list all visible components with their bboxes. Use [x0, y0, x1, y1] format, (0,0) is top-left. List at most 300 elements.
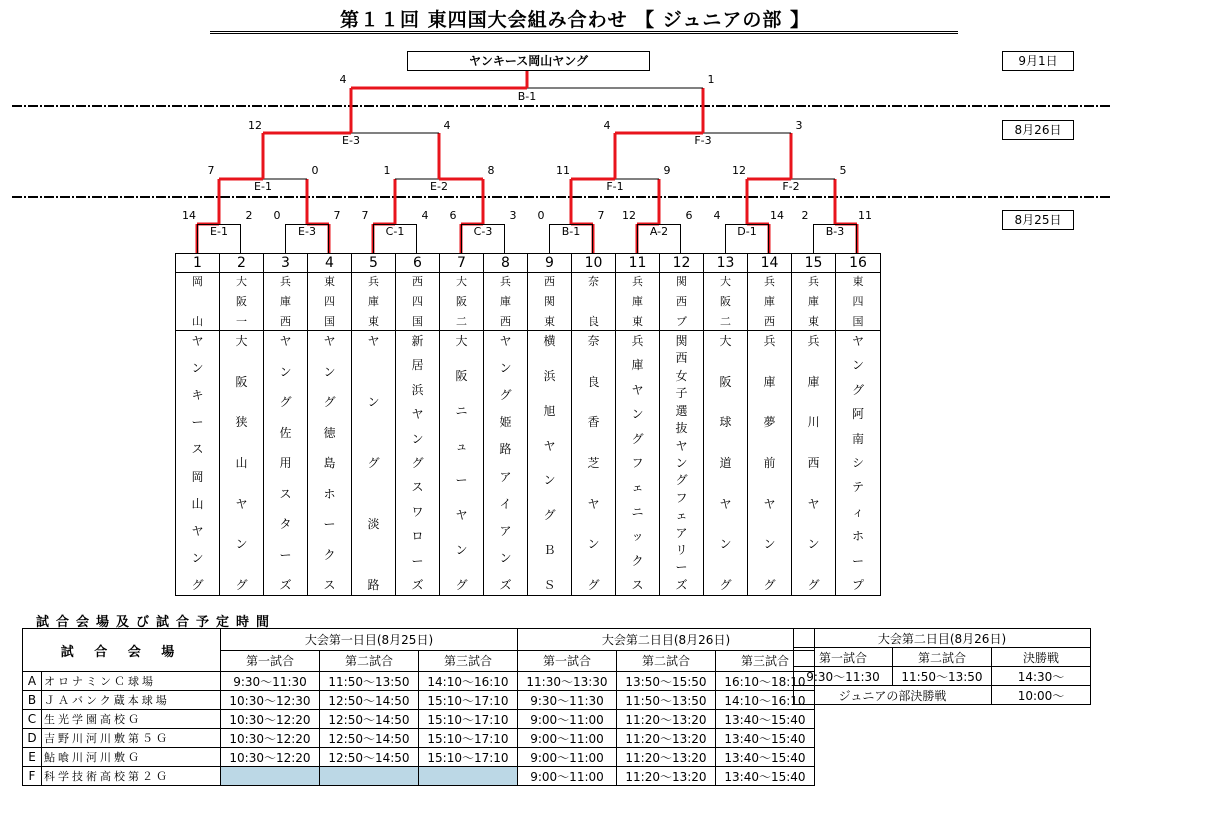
team-name-char: 南 [851, 431, 864, 446]
team-region-char: 庫 [500, 295, 511, 308]
time-slot: 10:30～12:20 [221, 729, 320, 748]
time-slot: 11:20～13:20 [617, 767, 716, 786]
team-name-char: ヤ [367, 334, 380, 348]
team-name-char: シ [851, 455, 864, 470]
team-name-char: 良 [587, 374, 600, 389]
team-name-char: グ [763, 577, 776, 592]
team-region-char: 西 [412, 275, 423, 288]
team-region [748, 273, 791, 331]
team-region-char: 兵 [632, 275, 643, 288]
team-name-char: ッ [631, 529, 644, 544]
team-name-char: 香 [587, 415, 600, 430]
team-name-char: 庫 [763, 374, 776, 389]
team-name-char: ヤ [235, 496, 248, 511]
team-region-char: 二 [720, 315, 731, 328]
team-column [660, 254, 704, 595]
team-name-char: ス [279, 486, 292, 501]
score-right: 7 [597, 209, 605, 222]
team-name-char: ン [191, 550, 204, 565]
team-name-char: 抜 [675, 421, 688, 436]
team-name-char: グ [543, 508, 556, 523]
team-region-char: 東 [368, 315, 379, 328]
team-name-char: 大 [235, 334, 248, 348]
team-name [572, 331, 615, 594]
day3-final-time: 10:00～ [992, 686, 1091, 705]
team-name-char: 選 [675, 403, 688, 418]
team-name-char: ン [455, 543, 468, 558]
time-slot: 15:10～17:10 [419, 691, 518, 710]
team-column [484, 254, 528, 595]
team-name-char: ヤ [719, 496, 732, 511]
team-name-char: 兵 [631, 334, 644, 348]
day-header-1: 大会第一日目(8月25日) [221, 629, 518, 651]
team-columns [175, 253, 881, 596]
team-region-char: 良 [588, 315, 599, 328]
date-day2: 8月26日 [1002, 120, 1074, 140]
game-header: 第二試合 [617, 650, 716, 672]
team-name-char: ェ [675, 508, 688, 523]
team-name-char: フ [631, 455, 644, 470]
time-slot: 11:20～13:20 [617, 729, 716, 748]
team-name-char: グ [719, 577, 732, 592]
team-name-char: 川 [807, 415, 820, 430]
game-header: 第一試合 [518, 650, 617, 672]
team-name-char: ー [455, 473, 468, 488]
team-region [396, 273, 439, 331]
team-region-char: 庫 [764, 295, 775, 308]
team-column [352, 254, 396, 595]
venue-row [23, 748, 815, 767]
team-name-char: ン [851, 358, 864, 373]
time-slot: 12:50～14:50 [320, 748, 419, 767]
team-region-char: 四 [324, 295, 335, 308]
score-left: 0 [537, 209, 545, 222]
team-region-char: 関 [544, 295, 555, 308]
team-name-char: グ [411, 455, 424, 470]
team-name-char: ヤ [675, 438, 688, 453]
match-box [285, 224, 329, 253]
score-right: 14 [770, 209, 784, 222]
schedule-day3-table [793, 628, 1091, 705]
game-header: 第三試合 [419, 650, 518, 672]
team-name-char: 淡 [367, 517, 380, 531]
team-name-char: ン [675, 455, 688, 470]
time-slot [419, 767, 518, 786]
time-slot: 15:10～17:10 [419, 748, 518, 767]
team-seed: 1 [176, 254, 219, 273]
team-name-char: 阪 [719, 374, 732, 389]
team-region [176, 273, 219, 331]
team-column [616, 254, 660, 595]
team-name-char: ア [675, 525, 688, 540]
team-seed: 14 [748, 254, 791, 273]
team-region [308, 273, 351, 331]
team-name-char: ェ [631, 480, 644, 495]
team-seed: 11 [616, 254, 659, 273]
score-right: 3 [509, 209, 517, 222]
team-name-char: グ [631, 431, 644, 446]
score-right: 2 [245, 209, 253, 222]
score-right: 9 [663, 164, 671, 177]
venue-row [23, 672, 815, 691]
match-label: B-3 [825, 225, 845, 238]
team-region-char: ブ [676, 315, 687, 328]
venue-letter: C [23, 710, 42, 729]
team-name-char: 兵 [763, 334, 776, 348]
team-seed: 13 [704, 254, 747, 273]
team-name-char: 山 [191, 496, 204, 511]
team-region-char: 四 [852, 295, 864, 308]
team-name-char: ン [323, 364, 336, 379]
team-name [264, 331, 307, 594]
team-name-char: 西 [675, 351, 688, 366]
match-box [373, 224, 417, 253]
venue-row [23, 767, 815, 786]
date-final: 9月1日 [1002, 51, 1074, 71]
team-name-char: ン [543, 473, 556, 488]
team-name-char: グ [323, 395, 336, 409]
game-header: 第一試合 [221, 650, 320, 672]
team-name-char: グ [455, 577, 468, 592]
score-left: 11 [556, 164, 570, 177]
time-slot: 9:30～11:30 [221, 672, 320, 691]
score-left: 12 [248, 119, 262, 132]
score-left: 2 [801, 209, 809, 222]
team-name-char: 関 [675, 334, 688, 348]
score-right: 3 [795, 119, 803, 132]
match-box [461, 224, 505, 253]
team-region-char: 兵 [280, 275, 291, 288]
team-name-char: 姫 [499, 415, 512, 430]
team-seed: 12 [660, 254, 703, 273]
team-name-char: ズ [499, 577, 512, 592]
time-slot [221, 767, 320, 786]
time-slot: 13:40～15:40 [716, 729, 815, 748]
team-name [836, 331, 880, 594]
team-region-char: 東 [324, 275, 335, 288]
team-name-char: 阿 [851, 407, 864, 422]
time-slot: 11:50～13:50 [893, 667, 992, 686]
team-region [264, 273, 307, 331]
score-left: 12 [732, 164, 746, 177]
team-name-char: ン [499, 361, 512, 376]
match-label: F-1 [606, 180, 624, 193]
team-region-char: 奈 [588, 275, 599, 288]
time-slot: 10:30～12:30 [221, 691, 320, 710]
team-region [792, 273, 835, 331]
team-name-char: ン [191, 361, 204, 376]
team-region-char: 庫 [632, 295, 643, 308]
time-slot: 10:30～12:20 [221, 748, 320, 767]
match-label: F-3 [694, 134, 712, 147]
venue-letter: A [23, 672, 42, 691]
team-region-char: 東 [544, 315, 555, 328]
score-right: 4 [443, 119, 451, 132]
match-label: B-1 [561, 225, 581, 238]
time-slot: 13:40～15:40 [716, 748, 815, 767]
team-name-char: 新 [411, 334, 424, 348]
time-slot: 15:10～17:10 [419, 710, 518, 729]
team-column [572, 254, 616, 595]
team-name-char: ー [851, 553, 864, 568]
team-name-char: ニ [631, 504, 644, 519]
venue-row [23, 729, 815, 748]
team-column [704, 254, 748, 595]
team-name-char: 狭 [235, 415, 248, 430]
team-name-char: グ [587, 577, 600, 592]
team-name-char: ュ [455, 438, 468, 453]
team-name [352, 331, 395, 594]
team-name-char: 居 [411, 358, 424, 373]
time-slot: 9:00～11:00 [518, 710, 617, 729]
team-name-char: 岡 [191, 469, 204, 484]
schedule-table [22, 628, 815, 786]
team-name-char: ス [411, 480, 424, 495]
time-slot: 9:00～11:00 [518, 748, 617, 767]
match-label: D-1 [737, 225, 757, 238]
team-name-char: ス [631, 577, 644, 592]
team-name-char: ワ [411, 504, 424, 519]
team-name-char: テ [851, 480, 864, 495]
score-left: 4 [713, 209, 721, 222]
team-name-char: ク [323, 547, 336, 562]
team-name [484, 331, 527, 594]
team-seed: 7 [440, 254, 483, 273]
team-name-char: ア [499, 469, 512, 484]
team-name-char: ヤ [543, 438, 556, 453]
team-name-char: 路 [499, 442, 512, 457]
score-left: 7 [207, 164, 215, 177]
team-name-char: ズ [675, 577, 688, 592]
match-label: C-3 [473, 225, 493, 238]
score-left: 14 [182, 209, 196, 222]
team-name-char: 芝 [587, 455, 600, 470]
venue-name: 鮎喰川河川敷Ｇ [42, 748, 221, 767]
team-region [660, 273, 703, 331]
team-name-char: ン [719, 537, 732, 552]
team-name-char: Ｓ [543, 577, 556, 592]
team-name-char: 奈 [587, 334, 600, 348]
team-name-char: ヤ [323, 334, 336, 348]
team-name-char: グ [191, 577, 204, 592]
team-column [440, 254, 484, 595]
team-name [440, 331, 483, 594]
team-name-char: ン [411, 431, 424, 446]
time-slot: 10:30～12:20 [221, 710, 320, 729]
team-region-char: 大 [456, 275, 467, 288]
team-name-char: ヤ [851, 334, 864, 348]
team-region-char: 西 [280, 315, 291, 328]
team-region-char: 西 [676, 295, 687, 308]
team-name-char: ヤ [455, 508, 468, 523]
team-region [836, 273, 880, 331]
team-seed: 15 [792, 254, 835, 273]
team-name-char: 球 [719, 415, 732, 430]
team-region [484, 273, 527, 331]
time-slot [320, 767, 419, 786]
time-slot: 11:50～13:50 [320, 672, 419, 691]
team-name-char: 阪 [235, 374, 248, 389]
team-name-char: ホ [323, 486, 336, 501]
team-name-char: 道 [719, 455, 732, 470]
team-name-char: ン [235, 537, 248, 552]
score-right: 6 [685, 209, 693, 222]
team-name-char: 路 [367, 578, 380, 592]
team-seed: 16 [836, 254, 880, 273]
time-slot: 12:50～14:50 [320, 729, 419, 748]
match-box [637, 224, 681, 253]
venue-row [23, 691, 815, 710]
score-right: 11 [858, 209, 872, 222]
team-name-char: 山 [235, 455, 248, 470]
team-seed: 2 [220, 254, 263, 273]
match-label: E-3 [298, 225, 316, 238]
team-seed: 6 [396, 254, 439, 273]
match-label: E-1 [254, 180, 272, 193]
team-name-char: グ [235, 577, 248, 592]
time-slot: 9:00～11:00 [518, 767, 617, 786]
game-header: 第三試合 [716, 650, 815, 672]
time-slot: 12:50～14:50 [320, 691, 419, 710]
team-region-char: 兵 [368, 275, 379, 288]
team-name-char: 大 [455, 334, 468, 348]
score-left: 0 [273, 209, 281, 222]
team-name-char: グ [367, 456, 380, 470]
team-name-char: ア [499, 523, 512, 538]
team-name [704, 331, 747, 594]
team-region-char: 庫 [808, 295, 819, 308]
team-region-char: 国 [852, 315, 864, 328]
match-label: C-1 [385, 225, 405, 238]
team-region-char: 西 [500, 315, 511, 328]
team-name-char: 阪 [455, 368, 468, 383]
match-box [725, 224, 769, 253]
team-region-char: 西 [544, 275, 555, 288]
team-region-char: 阪 [456, 295, 467, 308]
team-name-char: グ [851, 382, 864, 397]
team-name-char: Ｂ [543, 543, 556, 558]
team-name [660, 331, 703, 594]
team-region-char: 東 [852, 275, 864, 288]
team-name-char: ー [191, 415, 204, 430]
team-name-char: ヤ [191, 523, 204, 538]
time-slot: 11:20～13:20 [617, 748, 716, 767]
team-name [748, 331, 791, 594]
team-name-char: 前 [763, 455, 776, 470]
team-name-char: ズ [279, 578, 292, 592]
match-box [549, 224, 593, 253]
venue-name: 科学技術高校第２Ｇ [42, 767, 221, 786]
score-left: 4 [339, 73, 347, 86]
team-region [616, 273, 659, 331]
team-name [792, 331, 835, 594]
time-slot: 15:10～17:10 [419, 729, 518, 748]
team-name-char: タ [279, 517, 292, 531]
venue-letter: B [23, 691, 42, 710]
time-slot: 13:40～15:40 [716, 767, 815, 786]
team-name-char: プ [851, 577, 864, 592]
team-name-char: ヤ [807, 496, 820, 511]
time-slot: 12:50～14:50 [320, 710, 419, 729]
team-name [616, 331, 659, 594]
team-region-char: 庫 [280, 295, 291, 308]
team-region-char: 関 [676, 275, 687, 288]
team-name-char: 用 [279, 456, 292, 470]
team-column [176, 254, 220, 595]
team-name-char: ン [631, 407, 644, 422]
team-name-char: 庫 [631, 358, 644, 373]
team-column [836, 254, 880, 595]
team-name-char: グ [279, 395, 292, 409]
game-header: 決勝戦 [992, 648, 1091, 667]
team-region-char: 国 [324, 315, 335, 328]
team-name-char: ク [631, 553, 644, 568]
game-header: 第一試合 [794, 648, 893, 667]
team-region-char: 兵 [808, 275, 819, 288]
team-name-char: 西 [807, 455, 820, 470]
team-name-char: 子 [675, 386, 688, 401]
team-name [396, 331, 439, 594]
venue-letter: E [23, 748, 42, 767]
team-name-char: ン [279, 364, 292, 379]
venue-letter: F [23, 767, 42, 786]
team-name [176, 331, 219, 594]
time-slot: 14:30～ [992, 667, 1091, 686]
team-seed: 5 [352, 254, 395, 273]
team-region [220, 273, 263, 331]
team-name [528, 331, 571, 594]
team-name-char: 大 [719, 334, 732, 348]
team-name-char: ヤ [631, 382, 644, 397]
venue-header: 試 合 会 場 [23, 629, 221, 672]
team-name-char: キ [191, 388, 204, 403]
score-left: 12 [622, 209, 636, 222]
day3-final-label: ジュニアの部決勝戦 [794, 686, 992, 705]
schedule-section-title: 試合会場及び試合予定時間 [36, 615, 277, 630]
match-box [813, 224, 857, 253]
venue-name: ＪＡバンク蔵本球場 [42, 691, 221, 710]
score-left: 4 [603, 119, 611, 132]
team-column [528, 254, 572, 595]
team-name-char: ー [675, 560, 688, 575]
team-name-char: ー [411, 553, 424, 568]
team-region [352, 273, 395, 331]
time-slot: 14:10～16:10 [419, 672, 518, 691]
time-slot: 9:00～11:00 [518, 729, 617, 748]
team-name [308, 331, 351, 594]
team-column [264, 254, 308, 595]
score-left: 1 [383, 164, 391, 177]
team-name-char: ン [807, 537, 820, 552]
time-slot: 13:50～15:50 [617, 672, 716, 691]
team-name-char: ン [499, 550, 512, 565]
team-name-char: グ [499, 388, 512, 403]
match-box [197, 224, 241, 253]
time-slot: 13:40～15:40 [716, 710, 815, 729]
team-name-char: 旭 [543, 403, 556, 418]
time-slot: 14:10～16:10 [716, 691, 815, 710]
team-name-char: ン [763, 537, 776, 552]
team-region [704, 273, 747, 331]
venue-name: 吉野川河川敷第５Ｇ [42, 729, 221, 748]
match-label: F-2 [782, 180, 800, 193]
team-region-char: 兵 [500, 275, 511, 288]
team-name-char: 夢 [763, 415, 776, 430]
team-name-char: 庫 [807, 374, 820, 389]
time-slot: 11:30～13:30 [518, 672, 617, 691]
team-name-char: ズ [411, 577, 424, 592]
team-column [792, 254, 836, 595]
